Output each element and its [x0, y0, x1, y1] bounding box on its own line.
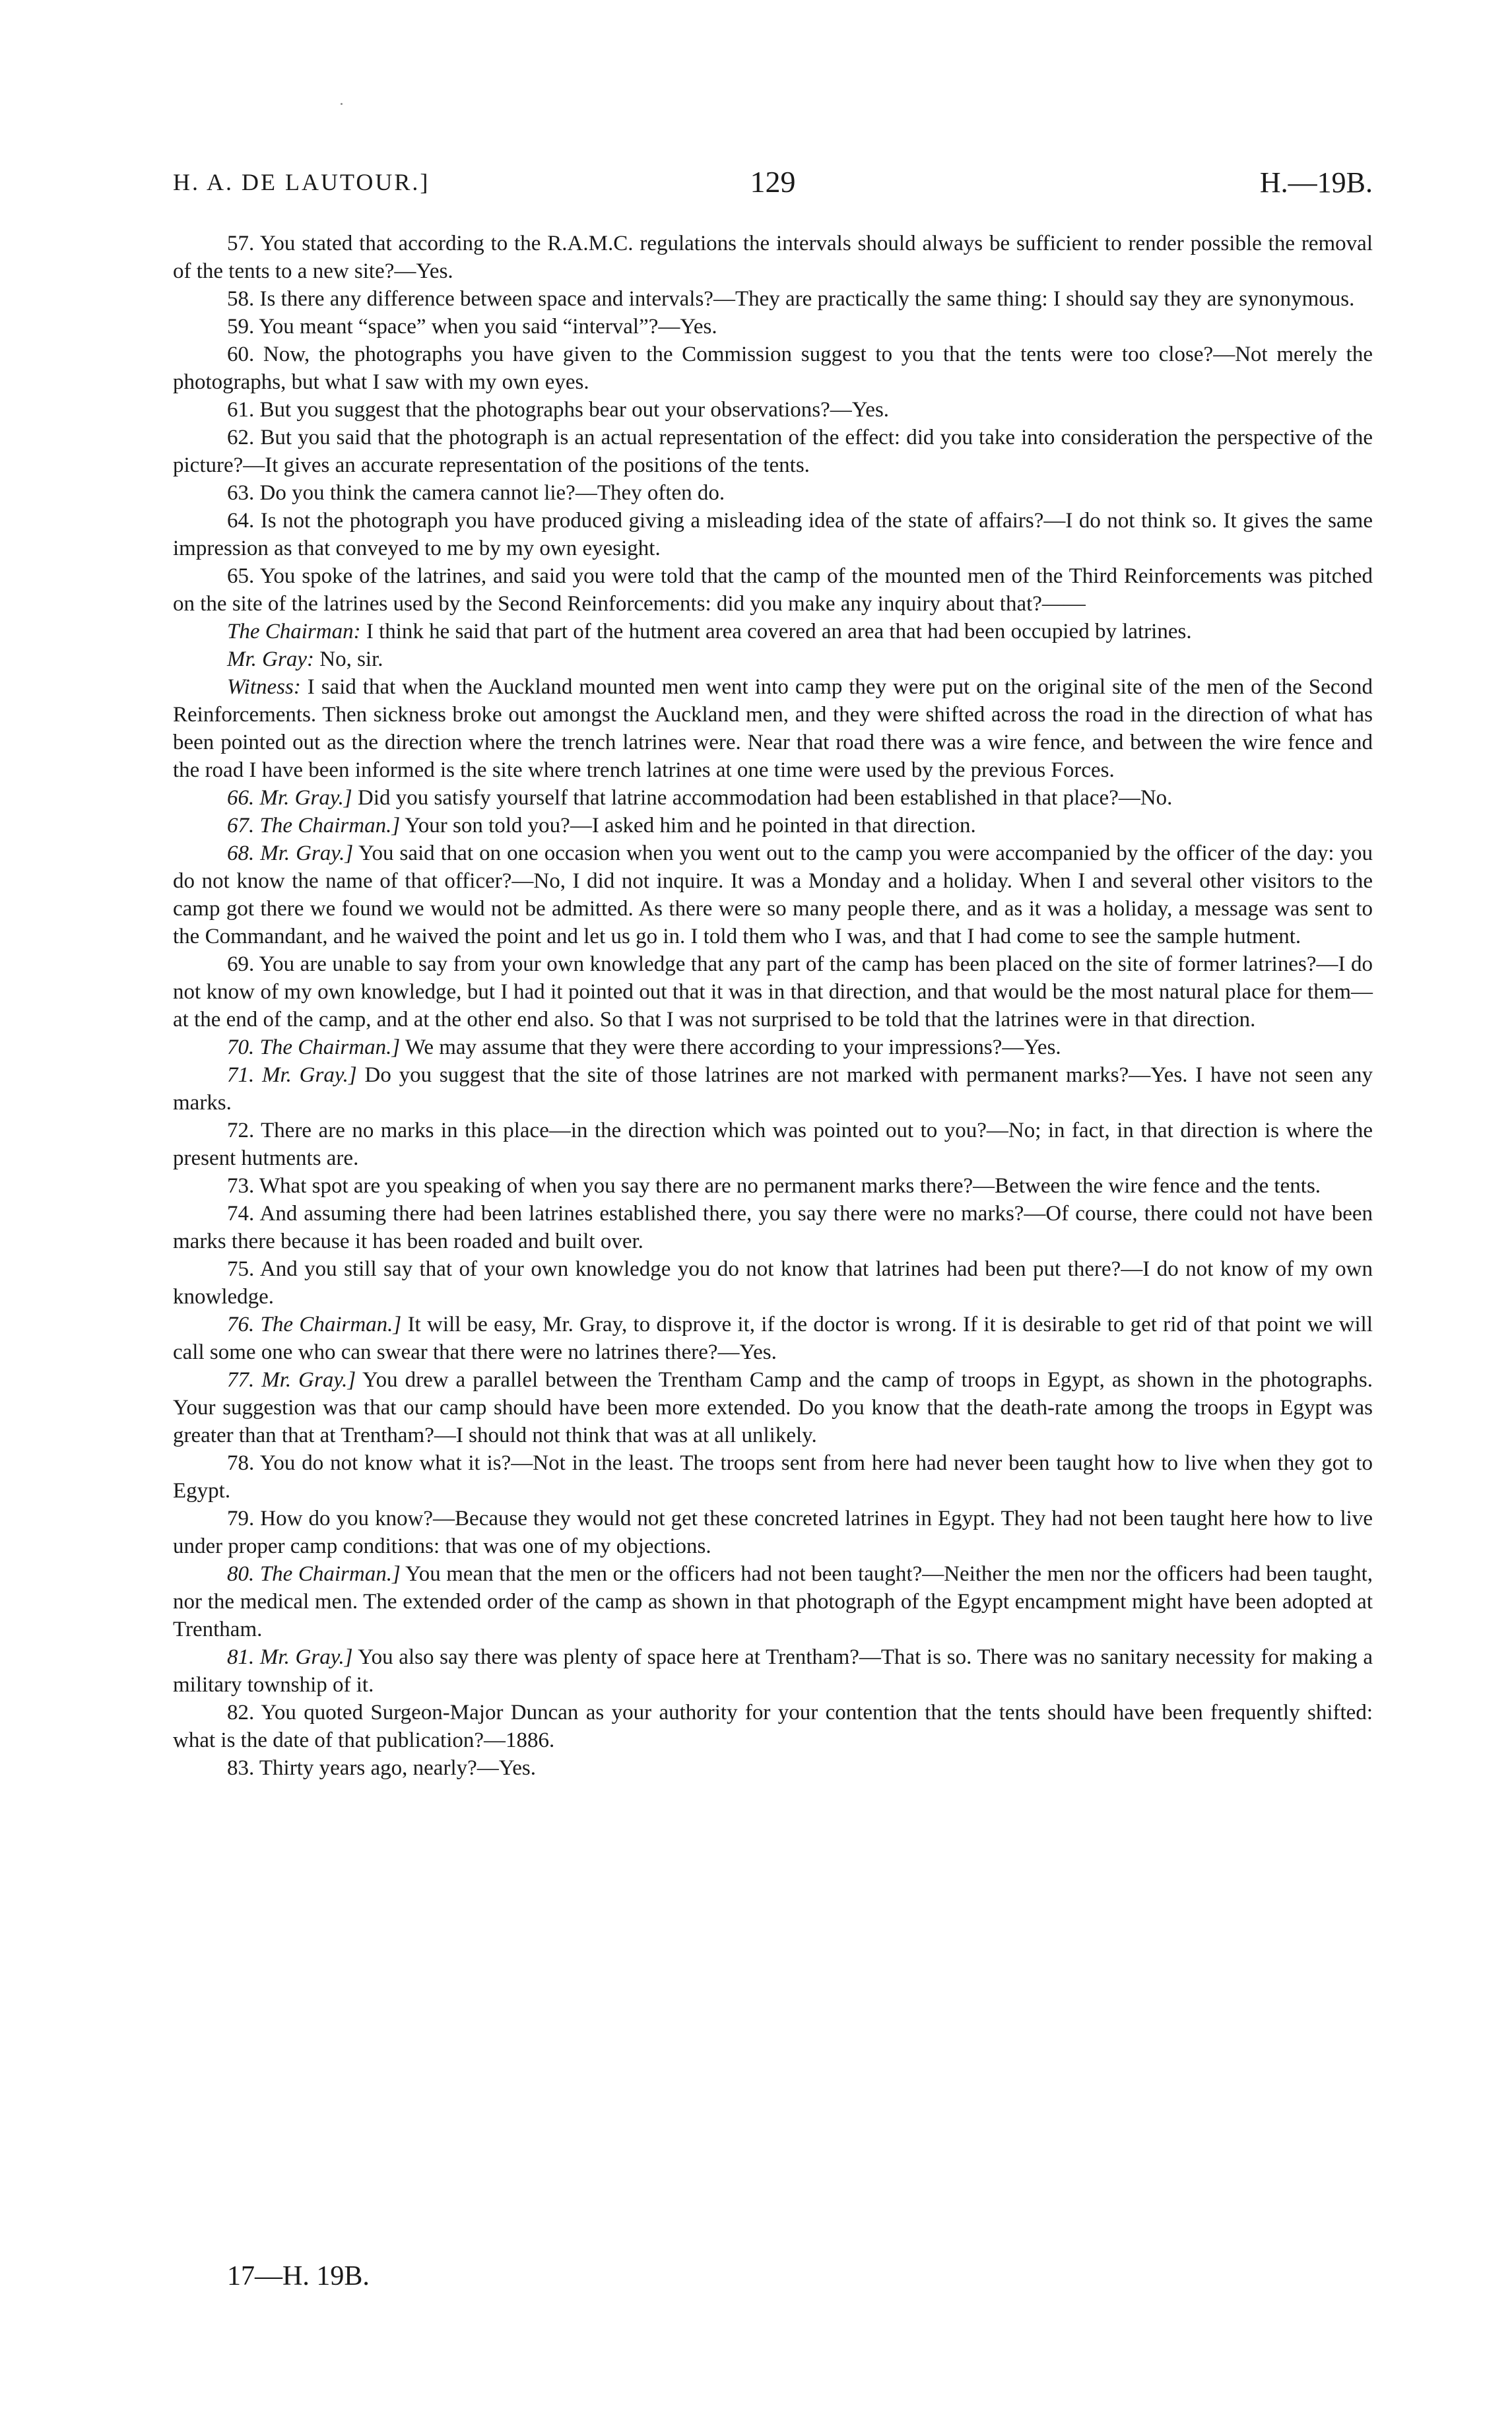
testimony-paragraph: [173, 230, 1373, 285]
paragraph-text: You also say there was plenty of space here at Trentham?—That is so. There was no sanitary necessity for making a military township of it.: [173, 1645, 1373, 1697]
paragraph-text: You drew a parallel between the Trentham Camp and the camp of troops in Egypt, as shown in the photographs. Your suggestion was that our camp should have been more extended. Do you know that the death-rate among the troops in Egypt was greater than that at Trentham?—I should not think that was at all unlikely.: [173, 1368, 1373, 1447]
testimony-paragraph: [173, 1643, 1373, 1699]
paragraph-text: 62. But you said that the photograph is an actual representation of the effect: did you take into consideration the perspective of the picture?—It gives an accurate representation of the positions of the tents.: [173, 426, 1373, 477]
paragraph-text: 79. How do you know?—Because they would not get these concreted latrines in Egypt. They had not been taught here how to live under proper camp conditions: that was one of my objections.: [173, 1507, 1373, 1558]
witness-name-header: H. A. DE LAUTOUR.]: [173, 169, 430, 195]
testimony-paragraph: [173, 1505, 1373, 1560]
page-body: [173, 230, 1373, 1782]
paragraph-text: 64. Is not the photograph you have produced giving a misleading idea of the state of affairs?—I do not think so. It gives the same impression as that conveyed to me by my own eyesight.: [173, 509, 1373, 560]
testimony-paragraph: [173, 1560, 1373, 1643]
testimony-paragraph: [173, 673, 1373, 784]
testimony-paragraph: [173, 1255, 1373, 1311]
paragraph-text: 63. Do you think the camera cannot lie?—They often do.: [227, 481, 725, 505]
testimony-paragraph: [173, 1061, 1373, 1117]
testimony-paragraph: [173, 507, 1373, 562]
testimony-paragraph: [173, 1200, 1373, 1255]
speaker-label: 68. Mr. Gray.]: [227, 841, 354, 865]
testimony-paragraph: [173, 645, 1373, 673]
page-header: [173, 165, 1373, 208]
speaker-label: 81. Mr. Gray.]: [227, 1645, 353, 1669]
testimony-paragraph: [173, 1366, 1373, 1449]
speaker-label: 67. The Chairman.]: [227, 814, 401, 838]
testimony-paragraph: [173, 618, 1373, 645]
testimony-paragraph: [173, 562, 1373, 618]
paragraph-text: 82. You quoted Surgeon-Major Duncan as your authority for your contention that the tents should have been frequently shifted: what is the date of that publication?—1886.: [173, 1701, 1373, 1752]
paragraph-text: 74. And assuming there had been latrines established there, you say there were no marks?—Of course, there could not have been marks there because it has been roaded and built over.: [173, 1202, 1373, 1253]
page-number: 129: [750, 165, 796, 199]
paragraph-text: It will be easy, Mr. Gray, to disprove it, if the doctor is wrong. If it is desirable to get rid of that point we will call some one who can swear that there were no latrines there?—Yes.: [173, 1313, 1373, 1364]
paragraph-text: Did you satisfy yourself that latrine accommodation had been established in that place?—No.: [352, 786, 1173, 810]
paragraph-text: 72. There are no marks in this place—in the direction which was pointed out to you?—No; in fact, in that direction is where the present hutments are.: [173, 1119, 1373, 1170]
paragraph-text: 58. Is there any difference between space and intervals?—They are practically the same thing: I should say they are synonymous.: [227, 287, 1355, 311]
paragraph-text: 57. You stated that according to the R.A.M.C. regulations the intervals should always be sufficient to render possible the removal of the tents to a new site?—Yes.: [173, 232, 1373, 283]
speaker-label: 71. Mr. Gray.]: [227, 1063, 357, 1087]
testimony-paragraph: [173, 1117, 1373, 1172]
paragraph-text: You said that on one occasion when you went out to the camp you were accompanied by the officer of the day: you do not know the name of that officer?—No, I did not inquire. It was a Monday and a holiday. When I and several other visitors to the camp got there we found we would not be admitted. As there were so many people there, and as it was a holiday, a message was sent to the Commandant, and he waived the point and let us go in. I told them who I was, and that I had come to see the sample hutment.: [173, 841, 1373, 948]
testimony-paragraph: [173, 784, 1373, 812]
paragraph-text: 60. Now, the photographs you have given to the Commission suggest to you that the tents were too close?—Not merely the photographs, but what I saw with my own eyes.: [173, 343, 1373, 394]
paragraph-text: You mean that the men or the officers had not been taught?—Neither the men nor the officers had been taught, nor the medical men. The extended order of the camp as shown in that photograph of the Egypt encampment might have been adopted at Trentham.: [173, 1562, 1373, 1641]
paragraph-text: 69. You are unable to say from your own knowledge that any part of the camp has been placed on the site of former latrines?—I do not know of my own knowledge, but I had it pointed out that it was in that direction, and that would be the most natural place for them—at the end of the camp, and at the other end also. So that I was not surprised to be told that the latrines were in that direction.: [173, 952, 1373, 1032]
testimony-paragraph: [173, 812, 1373, 839]
paragraph-text: No, sir.: [313, 647, 383, 671]
paragraph-text: 83. Thirty years ago, nearly?—Yes.: [227, 1756, 537, 1780]
paragraph-text: 75. And you still say that of your own knowledge you do not know that latrines had been put there?—I do not know of my own knowledge.: [173, 1257, 1373, 1309]
speaker-label: 77. Mr. Gray.]: [227, 1368, 356, 1392]
speaker-label: 66. Mr. Gray.]: [227, 786, 352, 810]
testimony-paragraph: [173, 950, 1373, 1034]
paragraph-text: I said that when the Auckland mounted men went into camp they were put on the original site of the men of the Second Reinforcements. Then sickness broke out amongst the Auckland men, and they were shifted across the road in the direction of what has been pointed out as the direction where the trench latrines were. Near that road there was a wire fence, and between the wire fence and the road I have been informed is the site where trench latrines at one time were used by the previous Forces.: [173, 675, 1373, 782]
paragraph-text: 78. You do not know what it is?—Not in the least. The troops sent from here had never been taught how to live when they got to Egypt.: [173, 1451, 1373, 1503]
paragraph-text: 61. But you suggest that the photographs bear out your observations?—Yes.: [227, 398, 890, 422]
testimony-paragraph: [173, 424, 1373, 479]
paragraph-text: 65. You spoke of the latrines, and said you were told that the camp of the mounted men of the Third Reinforcements was pitched on the site of the latrines used by the Second Reinforcements: did you make any inquiry about that?——: [173, 564, 1373, 616]
testimony-paragraph: [173, 1449, 1373, 1505]
testimony-paragraph: [173, 1311, 1373, 1366]
speaker-label: The Chairman:: [227, 620, 361, 643]
testimony-paragraph: [173, 1699, 1373, 1754]
testimony-paragraph: [173, 1034, 1373, 1061]
speaker-label: Mr. Gray:: [227, 647, 314, 671]
testimony-paragraph: [173, 341, 1373, 396]
speaker-label: 80. The Chairman.]: [227, 1562, 401, 1586]
scan-speck: [341, 103, 343, 105]
paragraph-text: 59. You meant “space” when you said “interval”?—Yes.: [227, 315, 717, 339]
document-code-header: H.—19B.: [1259, 166, 1373, 199]
testimony-paragraph: [173, 1172, 1373, 1200]
sheet-signature: 17—H. 19B.: [227, 2261, 370, 2291]
paragraph-text: We may assume that they were there according to your impressions?—Yes.: [400, 1035, 1061, 1059]
testimony-paragraph: [173, 313, 1373, 341]
speaker-label: Witness:: [227, 675, 301, 699]
testimony-paragraph: [173, 479, 1373, 507]
testimony-paragraph: [173, 285, 1373, 313]
paragraph-text: I think he said that part of the hutment area covered an area that had been occupied by latrines.: [360, 620, 1192, 643]
paragraph-text: Your son told you?—I asked him and he pointed in that direction.: [400, 814, 976, 838]
testimony-paragraph: [173, 1754, 1373, 1782]
testimony-paragraph: [173, 396, 1373, 424]
paragraph-text: Do you suggest that the site of those latrines are not marked with permanent marks?—Yes. I have not seen any marks.: [173, 1063, 1373, 1115]
speaker-label: 70. The Chairman.]: [227, 1035, 401, 1059]
speaker-label: 76. The Chairman.]: [227, 1313, 402, 1336]
testimony-paragraph: [173, 839, 1373, 950]
paragraph-text: 73. What spot are you speaking of when you say there are no permanent marks there?—Between the wire fence and the tents.: [227, 1174, 1321, 1198]
